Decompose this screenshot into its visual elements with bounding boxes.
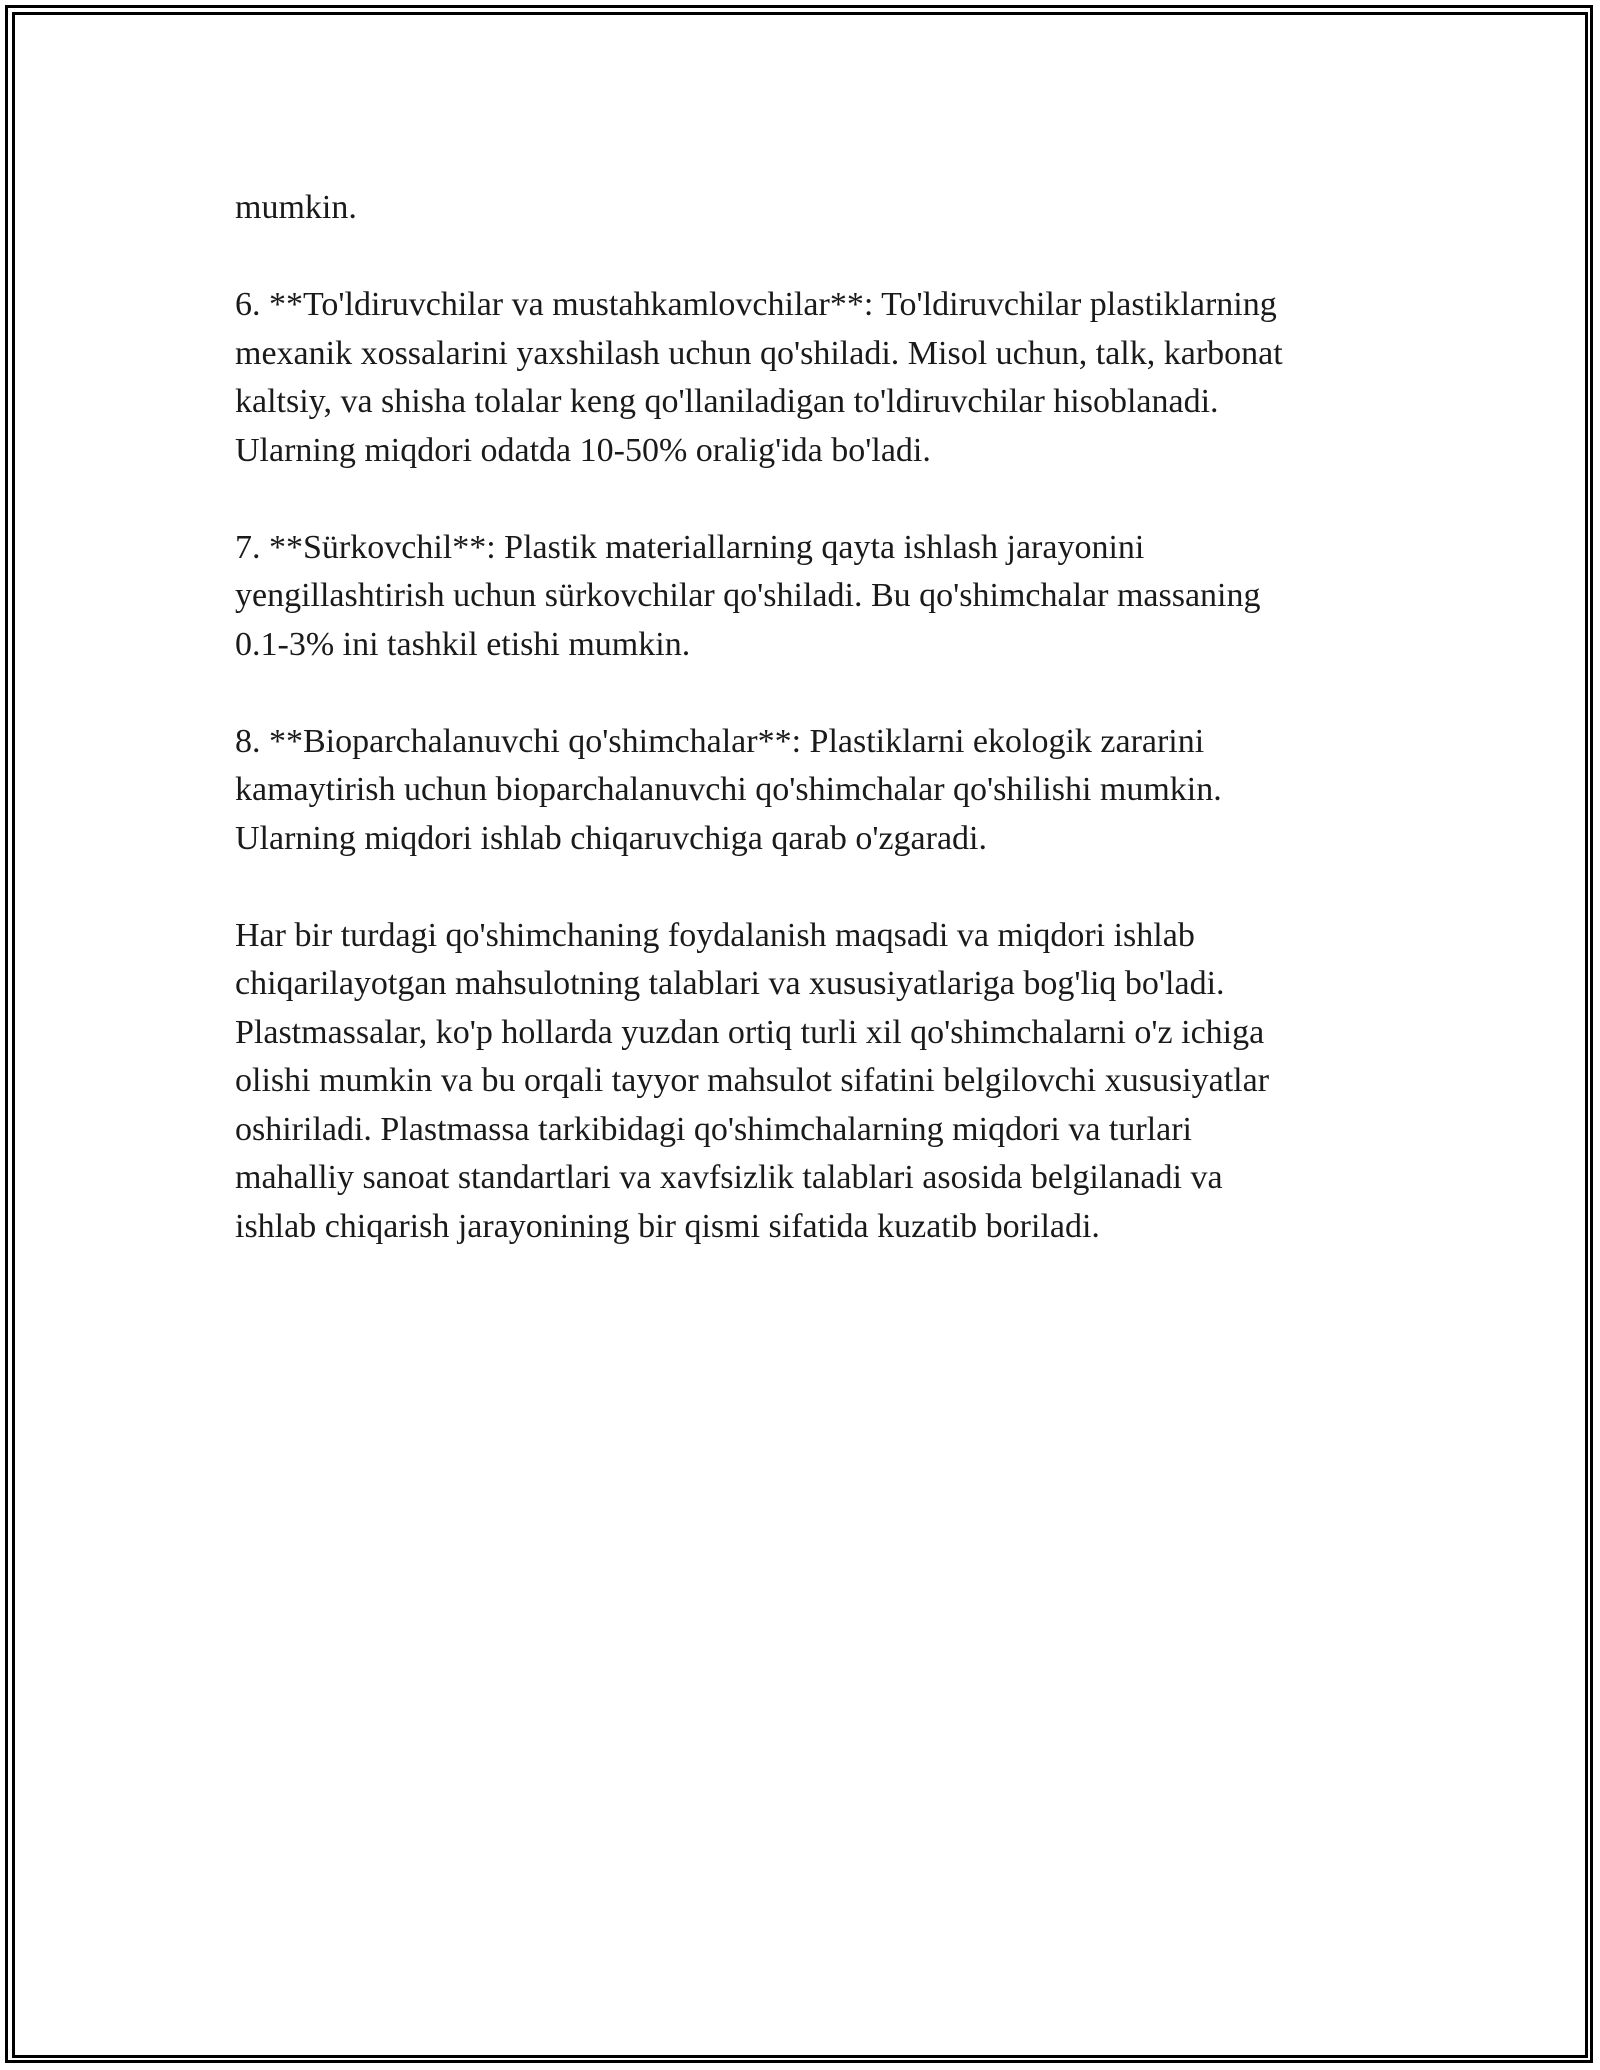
- text-line: Ularning miqdori ishlab chiqaruvchiga qarab o'zgaradi.: [235, 819, 987, 857]
- document-body: [235, 184, 1395, 1300]
- paragraph-continuation: [235, 184, 1395, 233]
- text-line: mumkin.: [235, 189, 357, 226]
- paragraph-item-6: [235, 281, 1395, 475]
- paragraph-item-8: [235, 718, 1395, 864]
- paragraph-item-7: [235, 524, 1395, 670]
- text-line: olishi mumkin va bu orqali tayyor mahsulot sifatini belgilovchi xususiyatlar: [235, 1062, 1270, 1099]
- text-line: yengillashtirish uchun sürkovchilar qo'shiladi. Bu qo'shimchalar massaning: [235, 577, 1261, 614]
- text-line: mahalliy sanoat standartlari va xavfsizlik talablari asosida belgilanadi va: [235, 1159, 1223, 1196]
- text-line: 8. **Bioparchalanuvchi qo'shimchalar**: Plastiklarni ekologik zararini: [235, 722, 1205, 760]
- text-line: ishlab chiqarish jarayonining bir qismi sifatida kuzatib boriladi.: [235, 1207, 1100, 1245]
- text-line: kamaytirish uchun bioparchalanuvchi qo'shimchalar qo'shilishi mumkin.: [235, 771, 1222, 808]
- text-line: chiqarilayotgan mahsulotning talablari va xususiyatlariga bog'liq bo'ladi.: [235, 965, 1225, 1002]
- text-line: Plastmassalar, ko'p hollarda yuzdan ortiq turli xil qo'shimchalarni o'z ichiga: [235, 1013, 1265, 1051]
- text-line: 6. **To'ldiruvchilar va mustahkamlovchilar**: To'ldiruvchilar plastiklarning: [235, 286, 1277, 323]
- text-line: 0.1-3% ini tashkil etishi mumkin.: [235, 625, 691, 663]
- text-line: 7. **Sürkovchil**: Plastik materiallarning qayta ishlash jarayonini: [235, 528, 1145, 566]
- text-line: mexanik xossalarini yaxshilash uchun qo'shiladi. Misol uchun, talk, karbonat: [235, 334, 1283, 372]
- text-line: Har bir turdagi qo'shimchaning foydalanish maqsadi va miqdori ishlab: [235, 916, 1195, 954]
- text-line: oshiriladi. Plastmassa tarkibidagi qo'shimchalarning miqdori va turlari: [235, 1110, 1192, 1148]
- text-line: kaltsiy, va shisha tolalar keng qo'llaniladigan to'ldiruvchilar hisoblanadi.: [235, 383, 1219, 420]
- paragraph-conclusion: [235, 912, 1395, 1252]
- text-line: Ularning miqdori odatda 10-50% oralig'ida bo'ladi.: [235, 431, 931, 469]
